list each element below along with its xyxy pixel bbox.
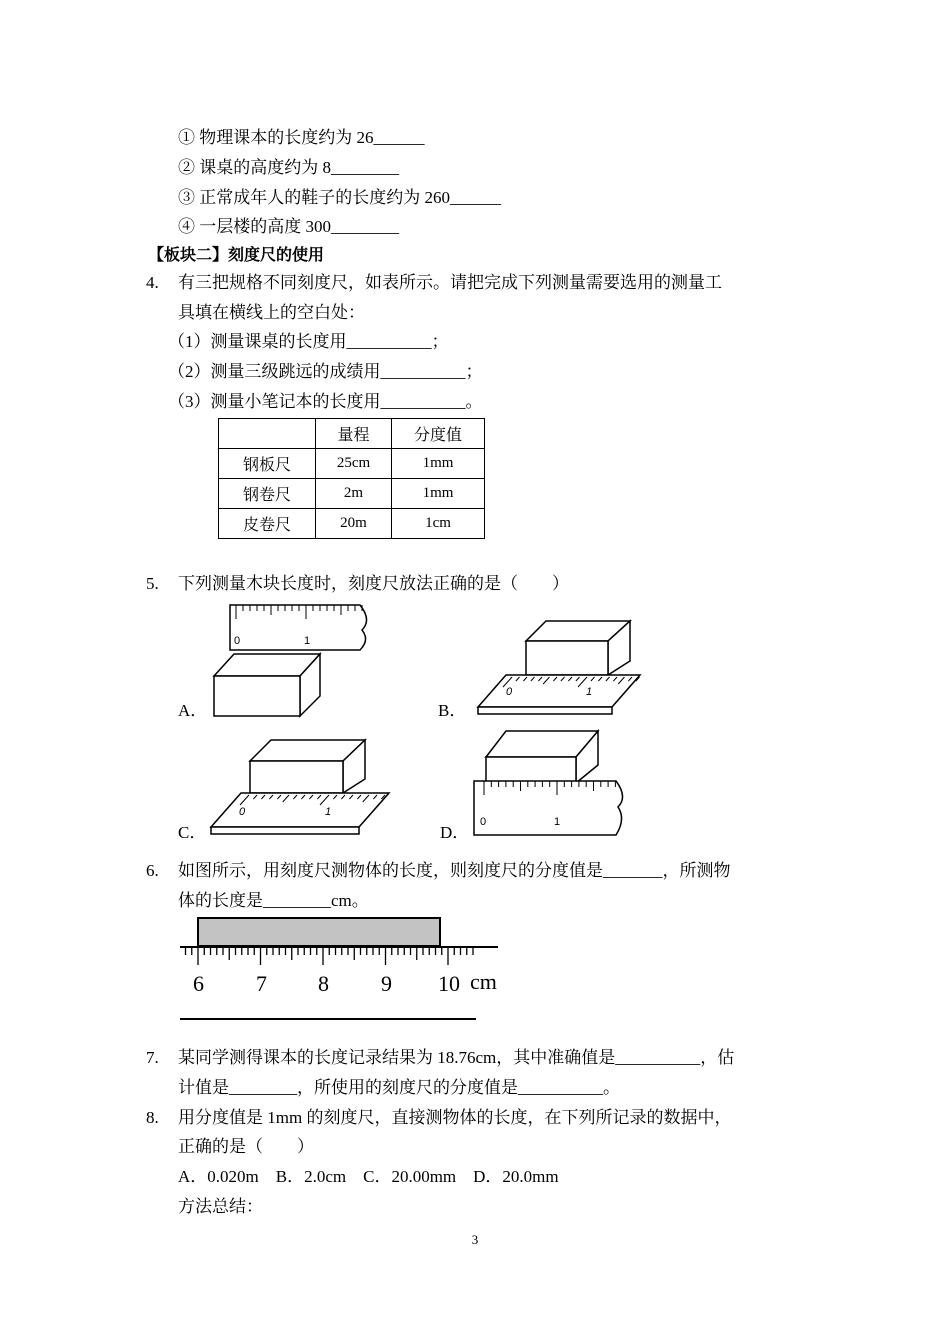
question-text: 正确的是（ ）: [178, 1137, 314, 1156]
question-number: 8.: [146, 1108, 159, 1127]
wood-block: [214, 654, 320, 716]
ruler-label: 10: [438, 971, 460, 996]
table-cell: 1cm: [392, 509, 485, 539]
table-cell: 20m: [316, 509, 392, 539]
question-text: 某同学测得课本的长度记录结果为 18.76cm，其中准确值是__________，估: [178, 1048, 735, 1067]
ruler-spec-table: [218, 418, 485, 539]
estimate-item-1: ① 物理课本的长度约为 26______: [178, 128, 425, 147]
ruler: [478, 675, 640, 714]
option-c-label: C．: [178, 823, 207, 842]
ruler: [211, 793, 389, 834]
question-number: 5.: [146, 574, 159, 593]
figure-option-b: [470, 615, 650, 720]
table-cell: 钢板尺: [219, 449, 316, 479]
measurement-ruler-figure: [176, 915, 506, 1027]
table-row: [219, 479, 485, 509]
question-text: 有三把规格不同刻度尺，如表所示。请把完成下列测量需要选用的测量工: [178, 273, 722, 292]
measured-object: [198, 918, 440, 946]
tick-label: 0: [480, 816, 487, 828]
figure-option-c: [205, 735, 395, 840]
table-header-row: [219, 419, 485, 449]
wood-block: [486, 731, 598, 783]
estimate-item-2: ② 课桌的高度约为 8________: [178, 158, 399, 177]
ruler: [474, 781, 623, 835]
figure-option-a: [210, 600, 380, 720]
page-number: 3: [471, 1232, 479, 1247]
question-text: 计值是________，所使用的刻度尺的分度值是__________。: [178, 1078, 620, 1097]
tick-label: 1: [325, 806, 332, 818]
ruler-label: 9: [381, 971, 392, 996]
figure-option-d: [470, 727, 635, 842]
tick-label: 1: [554, 816, 561, 828]
estimate-item-3: ③ 正常成年人的鞋子的长度约为 260______: [178, 188, 501, 207]
question-text: 下列测量木块长度时，刻度尺放法正确的是（ ）: [178, 574, 569, 593]
tick-label: 0: [506, 686, 513, 698]
sub-question-2: （2）测量三级跳远的成绩用__________；: [168, 362, 483, 381]
option-a-label: A．: [178, 701, 208, 720]
sub-question-1: （1）测量课桌的长度用__________；: [168, 332, 449, 351]
sub-question-3: （3）测量小笔记本的长度用__________。: [168, 392, 483, 411]
question-text: 具填在横线上的空白处：: [178, 303, 365, 322]
question-number: 4.: [146, 273, 159, 292]
method-summary-label: 方法总结：: [178, 1197, 263, 1216]
wood-block: [526, 621, 630, 675]
tick-label: 0: [239, 806, 246, 818]
table-header-cell: 分度值: [392, 419, 485, 449]
tick-label: 0: [234, 635, 241, 647]
question-number: 7.: [146, 1048, 159, 1067]
question-text: 用分度值是 1mm 的刻度尺，直接测物体的长度，在下列所记录的数据中，: [178, 1108, 732, 1127]
ruler-label: 8: [318, 971, 329, 996]
table-cell: 钢卷尺: [219, 479, 316, 509]
table-header-cell: [219, 419, 316, 449]
ruler-labels: [193, 969, 497, 996]
table-cell: 2m: [316, 479, 392, 509]
ruler-unit: cm: [470, 969, 497, 994]
question-text: 如图所示，用刻度尺测物体的长度，则刻度尺的分度值是_______，所测物: [178, 861, 731, 880]
option-d-label: D．: [440, 823, 470, 842]
estimate-item-4: ④ 一层楼的高度 300________: [178, 217, 399, 236]
question-number: 6.: [146, 861, 159, 880]
question-text: 体的长度是________cm。: [178, 891, 369, 910]
table-row: [219, 449, 485, 479]
table-cell: 皮卷尺: [219, 509, 316, 539]
tick-label: 1: [304, 635, 311, 647]
wood-block: [250, 740, 365, 793]
table-cell: 1mm: [392, 449, 485, 479]
ruler-label: 7: [256, 971, 267, 996]
ruler-label: 6: [193, 971, 204, 996]
table-header-cell: 量程: [316, 419, 392, 449]
answer-options: A．0.020m B．2.0cm C．20.00mm D．20.0mm: [178, 1167, 559, 1186]
ruler: [230, 605, 367, 650]
table-row: [219, 509, 485, 539]
option-b-label: B．: [438, 701, 467, 720]
table-cell: 25cm: [316, 449, 392, 479]
table-cell: 1mm: [392, 479, 485, 509]
section-title: 【板块二】刻度尺的使用: [148, 245, 325, 264]
tick-label: 1: [586, 686, 593, 698]
